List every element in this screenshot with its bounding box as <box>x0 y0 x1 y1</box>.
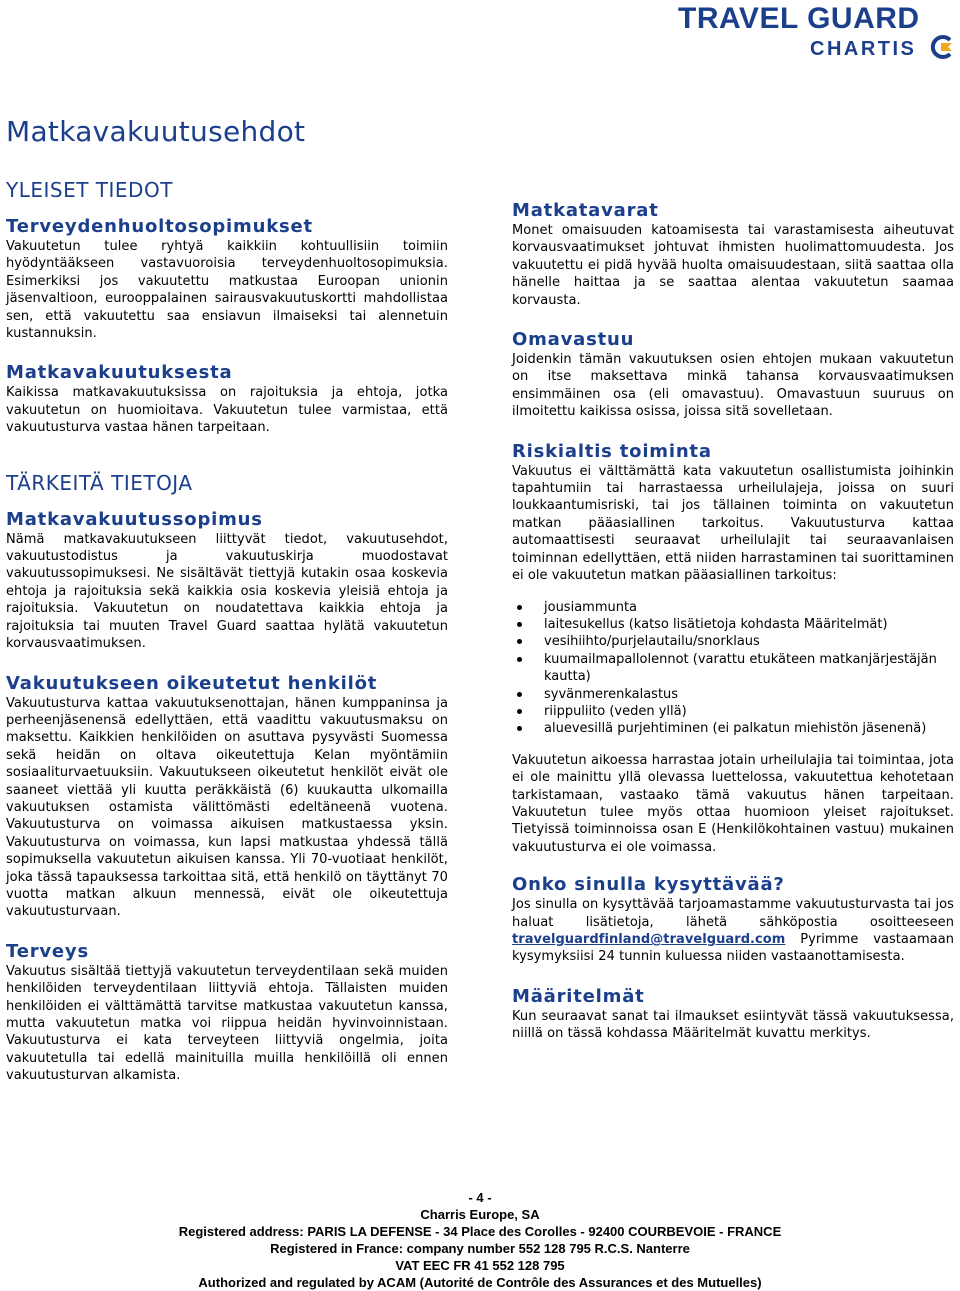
list-item: jousiammunta <box>544 599 954 616</box>
heading-risky-activities: Riskialtis toiminta <box>512 440 712 462</box>
questions-text-end: Pyrimme vastaamaan kysymyksiisi 24 tunnin kuluessa niiden vastaanottamisesta. <box>512 932 954 965</box>
paragraph-other-activities: Vakuutetun aikoessa harrastaa jotain urheilulajia tai toimintaa, jota ei ole mainittu yllä olevassa luettelossa, vakuutettua kehotetaan tarkistamaan, vastaako tämä vakuutus hänen tarpeitaan. Vakuutetun tulee myös ottaa huomioon yleiset rajoitukset. Tietyissä toiminnoissa osan E (Henkilökohtainen vastuu) mukainen vakuutusturva ei ole voimassa. <box>512 752 954 855</box>
footer-authorization: Authorized and regulated by ACAM (Autorité de Contrôle des Assurances et des Mutuelles) <box>198 1275 762 1290</box>
paragraph-eligible-persons: Vakuutusturva kattaa vakuutuksenottajan, hänen kumppaninsa ja perheenjäsenensä edellyttäen, että vaadittu vakuutusmaksu on maksettu. Kaikkien henkilöiden on asuttava pysyvästi Suomessa sekä heidän on oltava oikeutettuja Kelan myöntämiin sosiaaliturvaetuuksiin. Vakuutukseen oikeutetut henkilöt eivät ole saaneet viettää yli kuutta peräkkäistä (6) kuukautta ulkomailla vakuutuksen ostamista välittömästi edeltäneenä vuotena. Vakuutusturva on voimassa aikuisen matkustaessa yksin. Vakuutusturva on voimassa, kun lapsi matkustaa yhdessä tällä sopimuksella vakuutetun aikuisen kanssa. Yli 70-vuotiaat henkilöt, joka tässä tapauksessa tarkoittaa sitä, että henkilö on täyttänyt 70 vuotta matkan alkuun mennessä, eivät ole oikeutettuja vakuutusturvaan. <box>6 695 448 920</box>
paragraph-health-agreements: Vakuutetun tulee ryhtyä kaikkiin kohtuullisiin toimiin hyödyntääkseen vastavuoroisia terveydenhuoltosopimuksia. Esimerkiksi jos vakuutettu matkustaa Euroopan unionin jäsenvaltioon, eurooppalainen sairausvakuutuskortti mahdollistaa sen, että vakuutettu saa ensiavun ilmaiseksi tai alennetuin kustannuksin. <box>6 239 448 342</box>
list-item: kuumailmapallolennot (varattu etukäteen matkanjärjestäjän kautta) <box>544 651 954 686</box>
footer-vat: VAT EEC FR 41 552 128 795 <box>395 1258 565 1273</box>
list-item: riippuliito (veden yllä) <box>544 703 954 720</box>
heading-health: Terveys <box>6 940 89 962</box>
logo-main-text: TRAVEL GUARD <box>678 2 920 35</box>
paragraph-about-insurance: Kaikissa matkavakuutuksissa on rajoituksia ja ehtoja, jotka vakuutetun on huomioitava. Vakuutetun tulee varmistaa, että vakuutusturva vastaa hänen tarpeitaan. <box>6 385 448 436</box>
footer-address: Registered address: PARIS LA DEFENSE - 34 Place des Corolles - 92400 COURBEVOIE - FRANCE <box>178 1224 782 1239</box>
logo-sub-text: CHARTIS <box>810 38 917 60</box>
section-heading-important: TÄRKEITÄ TIETOJA <box>6 470 193 495</box>
questions-text-start: Jos sinulla on kysyttävää tarjoamastamme vakuutusturvasta tai jos haluat lisätietoja, lähetä sähköpostia osoitteeseen <box>512 897 954 930</box>
footer-company: Charris Europe, SA <box>420 1207 540 1222</box>
paragraph-baggage: Monet omaisuuden katoamisesta tai varastamisesta aiheutuvat korvausvaatimukset johtuvat ihmisten huolimattomuudesta. Jos vakuutettu ei pidä hyvää huolta omaisuudestaan, siitä saattaa olla hänelle haittaa ja se saattaa alentaa vakuutetun saamaa korvausta. <box>512 223 954 308</box>
footer-registration: Registered in France: company number 552 128 795 R.C.S. Nanterre <box>270 1241 690 1256</box>
paragraph-definitions: Kun seuraavat sanat tai ilmaukset esiintyvät tässä vakuutuksessa, niillä on tässä kohdassa Määritelmät kuvattu merkitys. <box>512 1008 954 1042</box>
list-item: aluevesillä purjehtiminen (ei palkatun miehistön jäsenenä) <box>544 720 954 737</box>
list-item: syvänmerenkalastus <box>544 686 954 703</box>
travel-guard-logo <box>672 2 957 64</box>
left-column <box>6 178 448 1105</box>
right-column <box>512 200 954 1063</box>
heading-eligible-persons: Vakuutukseen oikeutetut henkilöt <box>6 672 378 694</box>
heading-definitions: Määritelmät <box>512 985 645 1007</box>
support-email-link[interactable]: travelguardfinland@travelguard.com <box>512 932 786 947</box>
page-number: - 4 - <box>468 1190 492 1205</box>
page-footer <box>0 1190 960 1291</box>
heading-questions: Onko sinulla kysyttävää? <box>512 874 785 896</box>
heading-about-insurance: Matkavakuutuksesta <box>6 362 233 384</box>
section-heading-general: YLEISET TIEDOT <box>6 178 173 202</box>
heading-health-agreements: Terveydenhuoltosopimukset <box>6 216 313 237</box>
paragraph-questions <box>512 896 954 966</box>
list-item: vesihiihto/purjelautailu/snorklaus <box>544 633 954 650</box>
heading-contract: Matkavakuutussopimus <box>6 508 263 530</box>
document-title: Matkavakuutusehdot <box>6 115 306 148</box>
paragraph-health: Vakuutus sisältää tiettyjä vakuutetun terveydentilaan sekä muiden henkilöiden terveydentilaan liittyviä ehtoja. Tällaisten muiden henkilöiden ei välttämättä tarvitse matkustaa vakuutetun kanssa, mutta vakuutetun matka voi riippua heidän hyvinvoinnistaan. Vakuutusturva ei kata terveyteen liittyviä ongelmia, joita vakuutetulla tai edellä mainituilla muilla henkilöillä oli ennen vakuutusturvan alkamista. <box>6 963 448 1084</box>
chartis-mark-icon <box>930 35 954 59</box>
heading-excess: Omavastuu <box>512 329 635 351</box>
paragraph-contract: Nämä matkavakuutukseen liittyvät tiedot, vakuutusehdot, vakuutustodistus ja vakuutuskirja muodostavat vakuutussopimuksesi. Ne sisältävät tiettyjä kutakin osaa koskevia ehtoja ja rajoituksia sekä kaikkia osia koskevia yleisiä ehtoja ja rajoituksia. Vakuutetun on noudatettava kaikkia ehtoja ja rajoituksia tai muuten Travel Guard saattaa hylätä vakuutetun korvausvaatimuksen. <box>6 531 448 652</box>
paragraph-risky-activities: Vakuutus ei välttämättä kata vakuutetun osallistumista joihinkin tapahtumiin tai harrastaessa urheilulajeja, joissa on suuri loukkaantumisriski, tai jos tällainen toiminta on vakuutetun matkan pääasiallinen tarkoitus. Vakuutusturva kattaa automaattisesti seuraavat urheilulajit tai seuraavanlaisen toiminnan edellyttäen, että niiden harrastaminen tai suorittaminen ei ole vakuutetun matkan pääasiallinen tarkoitus: <box>512 463 954 584</box>
list-item: laitesukellus (katso lisätietoja kohdasta Määritelmät) <box>544 616 954 633</box>
heading-baggage: Matkatavarat <box>512 200 659 221</box>
paragraph-excess: Joidenkin tämän vakuutuksen osien ehtojen mukaan vakuutetun on itse maksettava minkä tahansa korvausvaatimuksen ensimmäinen osa (eli omavastuu). Omavastuun suuruus on ilmoitettu kaikissa osissa, joissa sitä sovelletaan. <box>512 352 954 420</box>
activities-list <box>512 599 954 738</box>
